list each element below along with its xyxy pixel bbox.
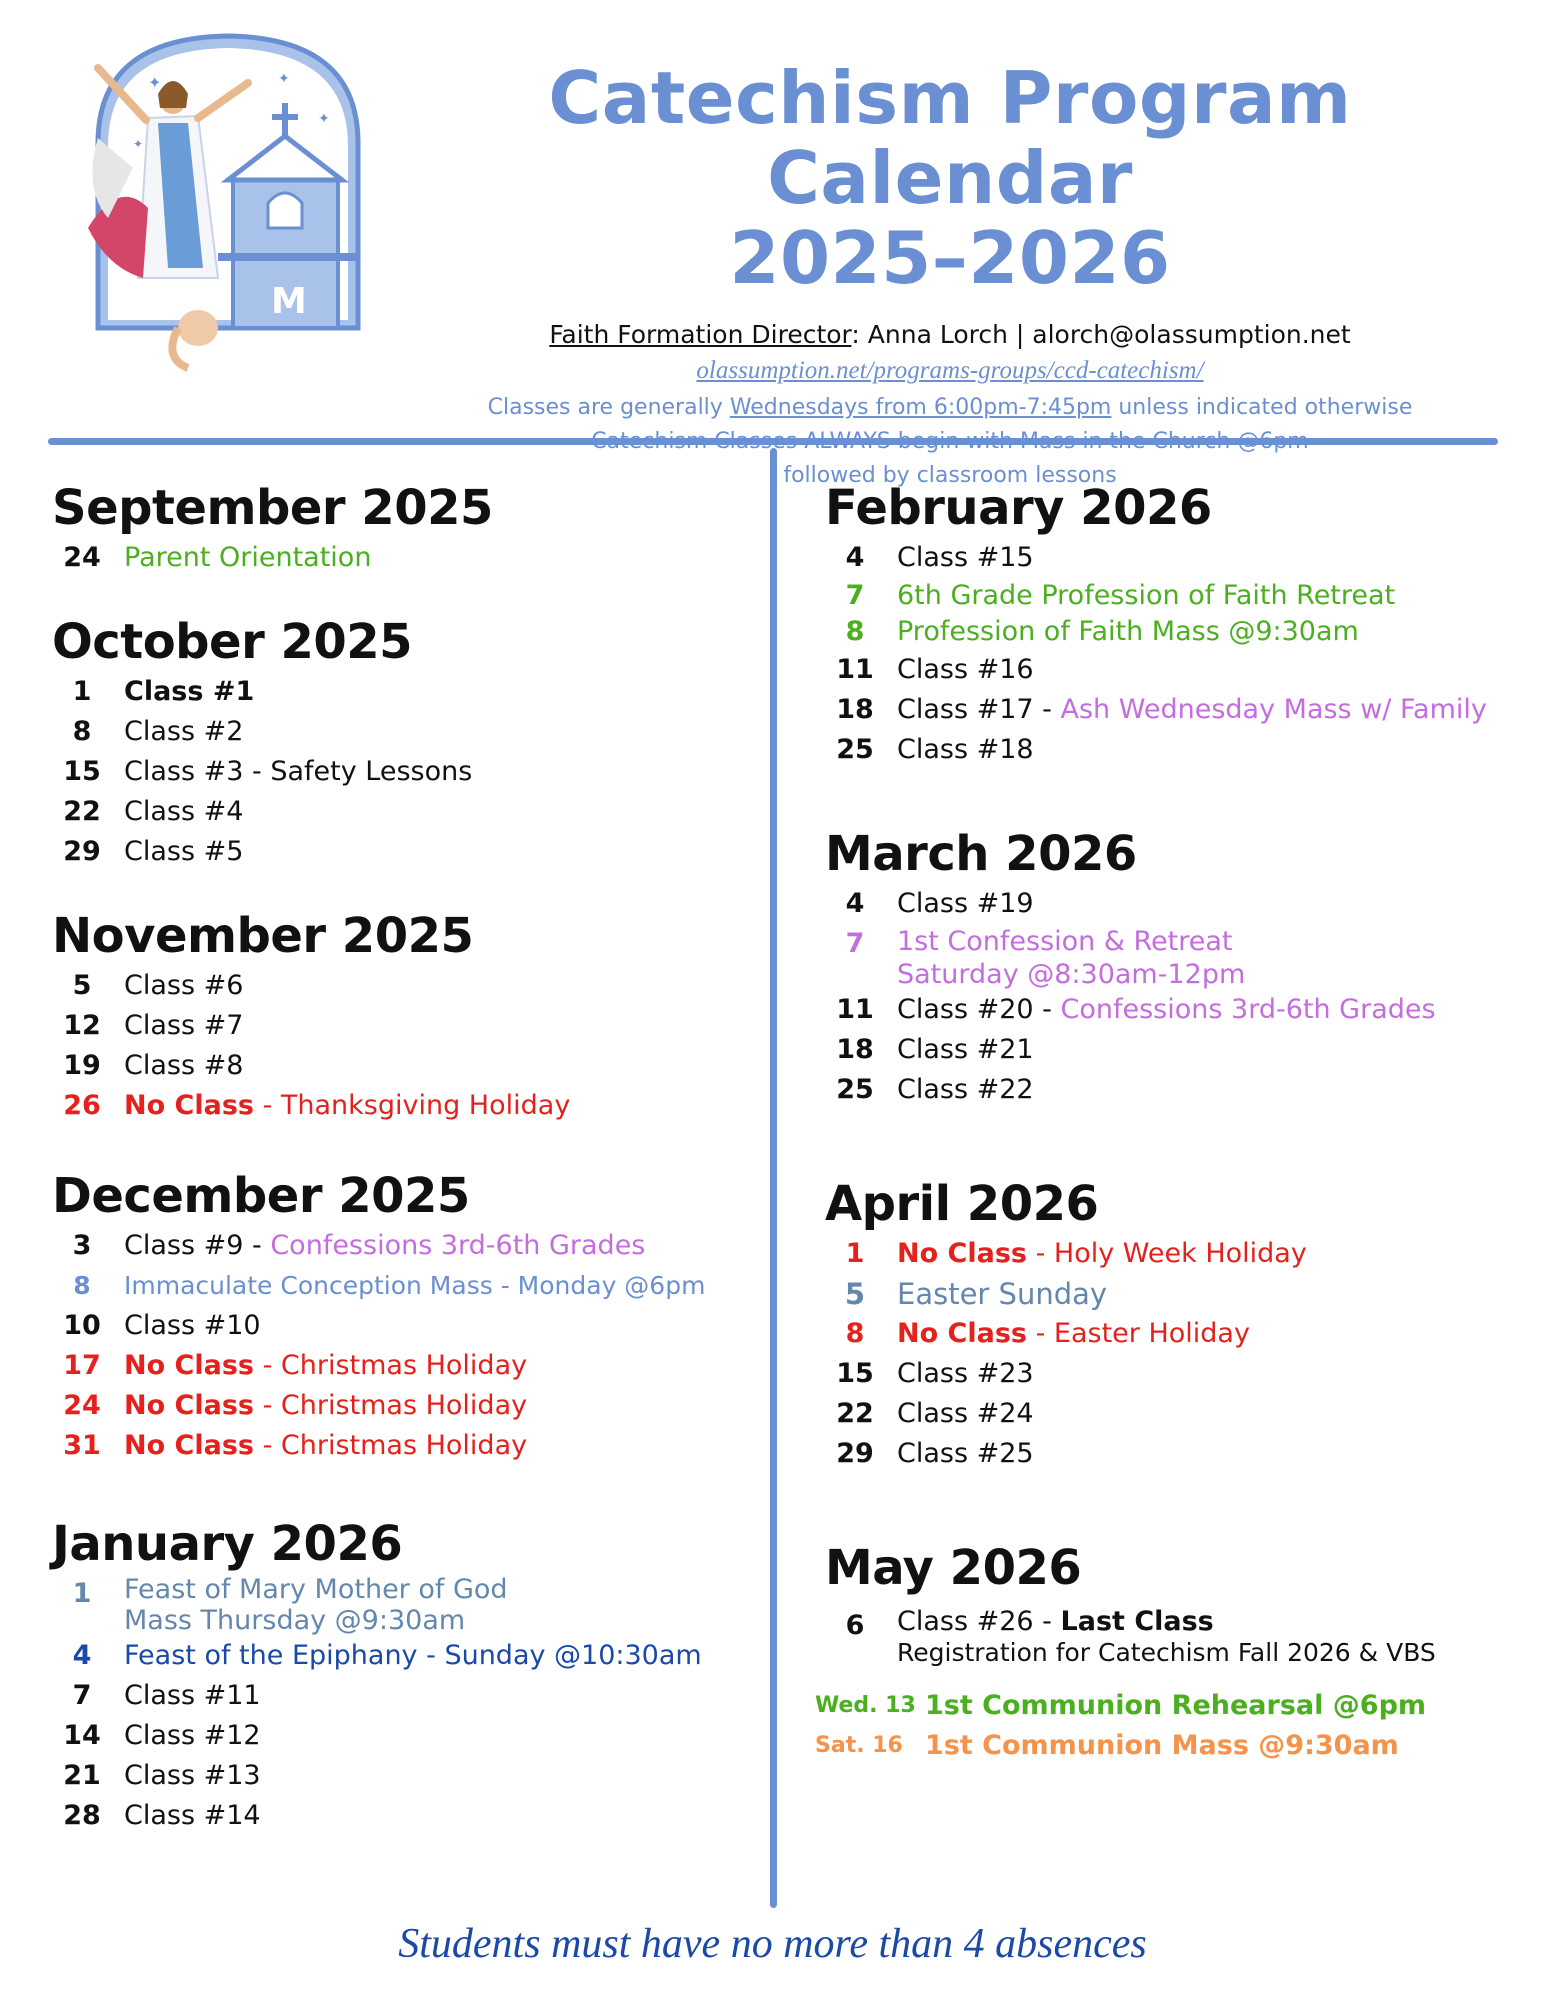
no-class-label: No Class	[124, 1350, 254, 1381]
director-info: Anna Lorch | alorch@olassumption.net	[867, 320, 1351, 349]
event-day: 22	[63, 796, 101, 827]
event-text: - Holy Week Holiday	[1026, 1238, 1307, 1269]
event-text: Class #12	[124, 1720, 261, 1751]
info-line-3: followed by classroom lessons	[783, 463, 1117, 488]
event-text: - Christmas Holiday	[253, 1390, 528, 1421]
list-item	[825, 538, 1515, 578]
list-item	[52, 792, 752, 832]
list-item	[825, 1354, 1515, 1394]
month-title: May 2026	[825, 1540, 1082, 1596]
month-title: September 2025	[52, 480, 493, 536]
event-day: 24	[63, 542, 101, 573]
month-april-2026	[825, 1174, 1515, 1474]
event-day: 1	[845, 1238, 865, 1269]
event-text: Class #14	[124, 1800, 261, 1831]
event-text: Parent Orientation	[124, 542, 372, 573]
event-day: 18	[836, 694, 874, 725]
list-item	[52, 1266, 752, 1306]
director-label: Faith Formation Director	[549, 320, 852, 349]
event-day: 3	[72, 1230, 92, 1261]
list-item	[52, 1346, 752, 1386]
event-day: 19	[63, 1050, 101, 1081]
list-item	[52, 1006, 752, 1046]
svg-text:✦: ✦	[148, 73, 162, 92]
list-item	[52, 1426, 752, 1466]
list-item	[52, 1306, 752, 1346]
event-day: 21	[63, 1760, 101, 1791]
event-day: 5	[844, 1277, 866, 1311]
event-text: Class #9 -	[124, 1230, 271, 1261]
event-text: Class #10	[124, 1310, 261, 1341]
list-item	[52, 966, 752, 1006]
list-item	[52, 672, 752, 712]
event-text: Class #23	[897, 1358, 1034, 1389]
no-class-label: No Class	[124, 1390, 254, 1421]
list-item	[825, 730, 1515, 770]
month-december-2025	[52, 1166, 752, 1466]
event-text: Class #22	[897, 1074, 1034, 1105]
list-item	[825, 1234, 1515, 1274]
month-january-2026	[52, 1514, 752, 1836]
event-extra: Confessions 3rd-6th Grades	[1060, 994, 1436, 1025]
event-text-2: Registration for Catechism Fall 2026 & VBS	[897, 1638, 1436, 1667]
event-day: 6	[845, 1610, 865, 1641]
list-item	[825, 1394, 1515, 1434]
absence-notice: Students must have no more than 4 absences	[398, 1921, 1147, 1967]
list-item	[825, 578, 1515, 614]
list-item	[52, 832, 752, 872]
month-february-2026	[825, 478, 1515, 770]
parish-logo	[78, 28, 378, 398]
svg-text:M: M	[271, 281, 307, 322]
list-item	[52, 712, 752, 752]
month-october-2025	[52, 612, 752, 872]
event-day: 24	[63, 1390, 101, 1421]
month-title: February 2026	[825, 480, 1212, 536]
event-text: Class #8	[124, 1050, 244, 1081]
list-item	[825, 924, 1515, 990]
month-march-2026	[825, 824, 1515, 1110]
event-day: 10	[63, 1310, 101, 1341]
event-text: Class #7	[124, 1010, 244, 1041]
event-text: Class #21	[897, 1034, 1034, 1065]
month-november-2025	[52, 906, 752, 1126]
event-text: Class #6	[124, 970, 244, 1001]
director-sep: :	[851, 320, 860, 349]
event-text: 6th Grade Profession of Faith Retreat	[897, 580, 1396, 611]
event-text: Profession of Faith Mass @9:30am	[897, 616, 1359, 647]
event-text: - Christmas Holiday	[253, 1430, 528, 1461]
event-text: Feast of Mary Mother of God	[124, 1574, 508, 1605]
event-day: 7	[845, 580, 865, 611]
no-class-label: No Class	[897, 1318, 1027, 1349]
event-day: Sat. 16	[815, 1733, 903, 1758]
program-link[interactable]: olassumption.net/programs-groups/ccd-catechism/	[696, 357, 1204, 384]
event-text: Class #16	[897, 654, 1034, 685]
info-line-1-schedule: Wednesdays from 6:00pm-7:45pm	[729, 395, 1112, 420]
month-title: January 2026	[52, 1516, 403, 1572]
info-line-1	[400, 391, 1500, 425]
event-day: 22	[836, 1398, 874, 1429]
event-day: 7	[72, 1680, 92, 1711]
event-text: - Christmas Holiday	[253, 1350, 528, 1381]
no-class-label: No Class	[124, 1090, 254, 1121]
event-day: 5	[72, 970, 92, 1001]
event-text: - Thanksgiving Holiday	[253, 1090, 571, 1121]
list-item	[52, 1386, 752, 1426]
svg-text:✦: ✦	[278, 71, 290, 87]
event-day: 8	[73, 1271, 91, 1300]
header	[400, 58, 1500, 493]
list-item	[52, 538, 752, 578]
event-text: Class #3 - Safety Lessons	[124, 756, 473, 787]
list-item	[52, 1796, 752, 1836]
director-line	[400, 320, 1500, 349]
event-day: 15	[63, 756, 101, 787]
event-text: Feast of the Epiphany - Sunday @10:30am	[124, 1640, 702, 1671]
event-day: 8	[845, 1318, 865, 1349]
list-item	[825, 884, 1515, 924]
event-text-2: Saturday @8:30am-12pm	[897, 959, 1246, 990]
left-column	[52, 478, 752, 1836]
event-day: 8	[72, 716, 92, 747]
event-day: 1	[72, 676, 92, 707]
list-item	[825, 1314, 1515, 1354]
event-text: Class #26 -	[897, 1606, 1061, 1637]
event-day: 4	[72, 1640, 92, 1671]
event-day: 14	[63, 1720, 101, 1751]
event-day: 1	[72, 1578, 92, 1609]
right-column	[815, 478, 1515, 1766]
page-title	[400, 58, 1500, 298]
event-day: 11	[836, 654, 874, 685]
list-item	[825, 1070, 1515, 1110]
event-day: 12	[63, 1010, 101, 1041]
event-extra: Ash Wednesday Mass w/ Family	[1060, 694, 1487, 725]
event-day: 29	[63, 836, 101, 867]
event-text: Class #2	[124, 716, 244, 747]
event-text: Class #15	[897, 542, 1034, 573]
list-item	[825, 690, 1515, 730]
event-day: 17	[63, 1350, 101, 1381]
event-text: Class #24	[897, 1398, 1034, 1429]
month-title: November 2025	[52, 908, 474, 964]
svg-text:✦: ✦	[318, 111, 330, 127]
event-text: Class #1	[124, 676, 255, 707]
list-item	[52, 1046, 752, 1086]
event-day: 28	[63, 1800, 101, 1831]
event-text: 1st Confession & Retreat	[897, 926, 1233, 957]
event-text: Immaculate Conception Mass - Monday @6pm	[124, 1271, 706, 1300]
event-text: 1st Communion Mass @9:30am	[925, 1730, 1399, 1761]
list-item	[825, 1434, 1515, 1474]
list-item	[52, 1676, 752, 1716]
list-item	[52, 1226, 752, 1266]
no-class-label: No Class	[897, 1238, 1027, 1269]
month-may-2026	[815, 1538, 1515, 1766]
list-item	[815, 1686, 1515, 1726]
list-item	[52, 752, 752, 792]
event-day: 26	[63, 1090, 101, 1121]
list-item	[815, 1726, 1515, 1766]
event-text: 1st Communion Rehearsal @6pm	[925, 1690, 1427, 1721]
event-text: Class #20 -	[897, 994, 1061, 1025]
svg-text:✦: ✦	[133, 137, 144, 151]
event-day: 25	[836, 734, 874, 765]
event-text-2: Mass Thursday @9:30am	[124, 1605, 466, 1636]
list-item	[52, 1716, 752, 1756]
event-text: Class #4	[124, 796, 244, 827]
list-item	[825, 1274, 1515, 1314]
last-class-label: Last Class	[1060, 1606, 1214, 1637]
event-day: 7	[845, 928, 865, 959]
list-item	[52, 1086, 752, 1126]
list-item	[825, 1030, 1515, 1070]
vertical-divider	[770, 448, 777, 1908]
event-day: 8	[845, 616, 865, 647]
event-extra: Confessions 3rd-6th Grades	[270, 1230, 646, 1261]
list-item	[825, 614, 1515, 650]
list-item	[825, 1606, 1515, 1668]
event-day: 4	[845, 888, 865, 919]
event-day: 4	[845, 542, 865, 573]
month-september-2025	[52, 478, 752, 578]
month-title: April 2026	[825, 1176, 1099, 1232]
event-day: 31	[63, 1430, 101, 1461]
event-text: Class #17 -	[897, 694, 1061, 725]
event-text: Class #5	[124, 836, 244, 867]
list-item	[825, 990, 1515, 1030]
info-line-1-post: unless indicated otherwise	[1111, 395, 1413, 420]
no-class-label: No Class	[124, 1430, 254, 1461]
info-line-1-pre: Classes are generally	[487, 395, 730, 420]
event-text: Easter Sunday	[897, 1277, 1108, 1311]
list-item	[825, 650, 1515, 690]
event-text: Class #25	[897, 1438, 1034, 1469]
event-day: 25	[836, 1074, 874, 1105]
month-title: October 2025	[52, 614, 413, 670]
event-day: 11	[836, 994, 874, 1025]
horizontal-divider	[48, 438, 1498, 445]
event-day: 29	[836, 1438, 874, 1469]
list-item	[52, 1756, 752, 1796]
event-day: 15	[836, 1358, 874, 1389]
event-text: Class #13	[124, 1760, 261, 1791]
event-text: - Easter Holiday	[1026, 1318, 1250, 1349]
event-day: Wed. 13	[815, 1693, 916, 1718]
event-day: 18	[836, 1034, 874, 1065]
list-item	[52, 1636, 752, 1676]
event-text: Class #19	[897, 888, 1034, 919]
title-line-1: Catechism Program Calendar	[548, 56, 1352, 220]
month-title: March 2026	[825, 826, 1137, 882]
title-line-2: 2025–2026	[729, 216, 1171, 300]
event-text: Class #18	[897, 734, 1034, 765]
month-title: December 2025	[52, 1168, 470, 1224]
event-text: Class #11	[124, 1680, 261, 1711]
list-item	[52, 1574, 752, 1636]
